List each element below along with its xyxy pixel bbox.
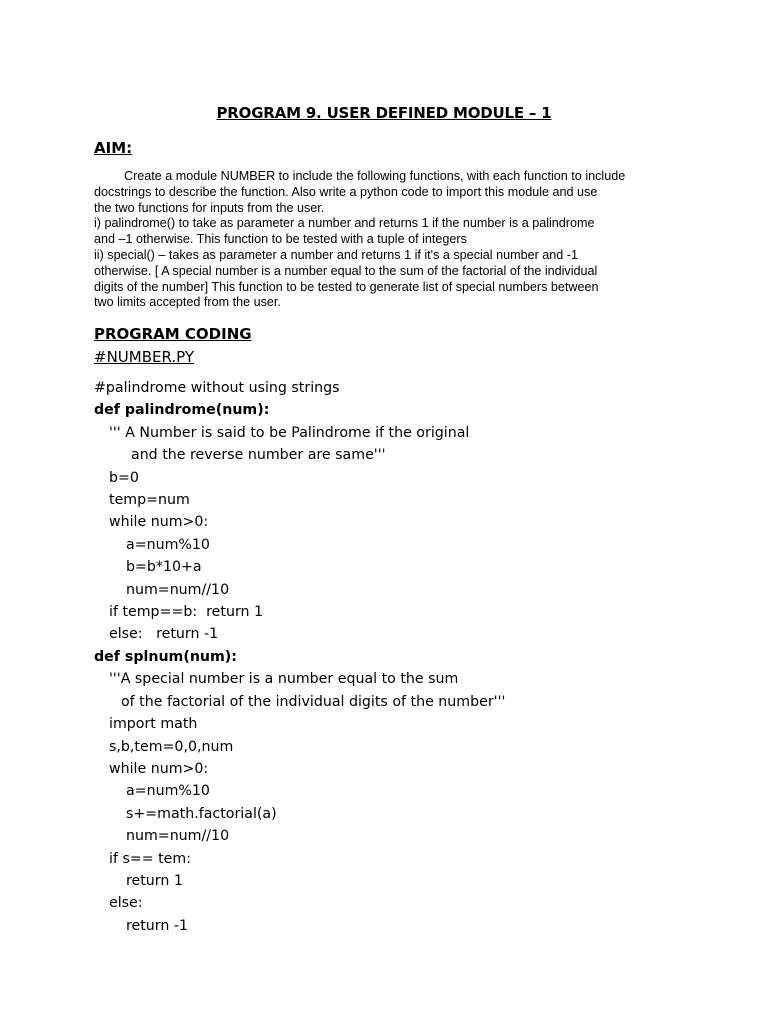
code-line: and the reverse number are same''' [131,447,386,464]
aim-line: ii) special() – takes as parameter a number and returns 1 if it's a special number and -1 [94,247,578,262]
code-line: import math [109,716,198,733]
aim-line: docstrings to describe the function. Also write a python code to import this module and use [94,184,598,199]
code-line: while num>0: [109,760,209,777]
code-line: s+=math.factorial(a) [126,805,277,822]
file-name-heading: #NUMBER.PY [94,348,195,366]
code-line: num=num//10 [126,581,230,598]
code-line: def palindrome(num): [94,402,270,419]
code-line: return -1 [126,917,189,934]
code-line: if temp==b: return 1 [109,604,264,621]
code-line: b=b*10+a [126,559,202,576]
code-line: while num>0: [109,514,209,531]
aim-line: the two functions for inputs from the user. [94,200,325,215]
code-line: return 1 [126,872,183,889]
code-line: ''' A Number is said to be Palindrome if the original [109,424,470,441]
code-block [94,377,505,937]
code-line: b=0 [109,469,139,486]
aim-line: Create a module NUMBER to include the following functions, with each function to include [124,169,626,183]
code-line: def splnum(num): [94,648,237,665]
code-line: a=num%10 [126,783,210,800]
aim-line: otherwise. [ A special number is a number equal to the sum of the factorial of the individual [94,263,598,278]
code-line: temp=num [109,492,190,509]
aim-line: two limits accepted from the user. [94,295,281,310]
program-coding-heading: PROGRAM CODING [94,325,252,343]
code-line: of the factorial of the individual digits of the number''' [121,693,506,710]
aim-paragraph [94,169,684,311]
code-line: '''A special number is a number equal to the sum [109,671,459,688]
code-line: #palindrome without using strings [94,380,340,396]
aim-line: i) palindrome() to take as parameter a number and returns 1 if the number is a palindrome [94,216,595,231]
aim-line: digits of the number] This function to be tested to generate list of special numbers between [94,279,599,294]
aim-line: and –1 otherwise. This function to be tested with a tuple of integers [94,232,467,247]
code-line: num=num//10 [126,828,230,845]
code-line: else: [109,895,143,912]
code-line: if s== tem: [109,850,192,867]
code-line: a=num%10 [126,536,210,553]
code-line: s,b,tem=0,0,num [109,738,234,755]
document-title: PROGRAM 9. USER DEFINED MODULE – 1 [216,104,552,122]
aim-heading: AIM: [94,139,133,157]
code-line: else: return -1 [109,626,219,643]
